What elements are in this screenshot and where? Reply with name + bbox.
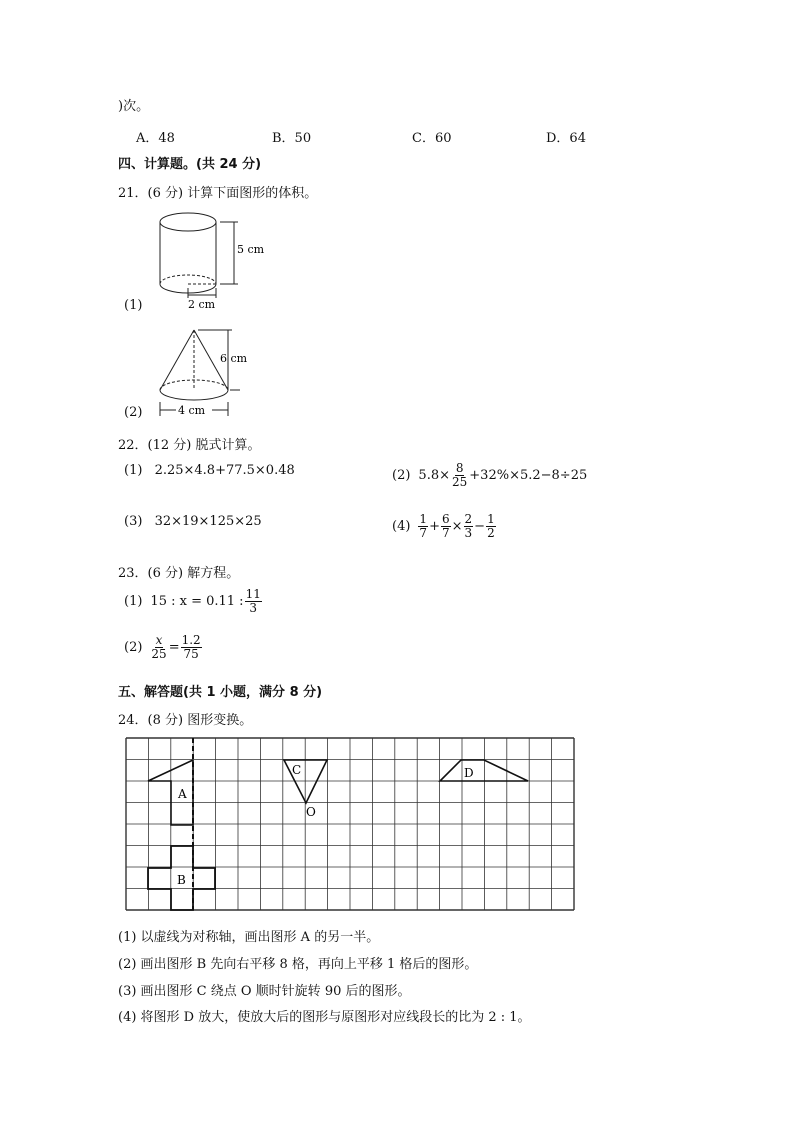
q24-stem: 24．(8 分) 图形变换。 bbox=[118, 713, 253, 728]
figure-a-label: A bbox=[178, 787, 187, 801]
q22-p2-a: 5.8× bbox=[418, 468, 450, 484]
cyl-radius-label: 2 cm bbox=[188, 298, 216, 311]
cone-diameter-label: 4 cm bbox=[178, 404, 206, 417]
q22-p4-num3: 2 bbox=[464, 512, 473, 526]
q22-p2-num: 8 bbox=[455, 461, 464, 475]
q24-task-4: (4) 将图形 D 放大，使放大后的图形与原图形对应线段长的比为 2 : 1。 bbox=[118, 1010, 531, 1025]
q22-p4-den2: 7 bbox=[441, 526, 450, 541]
option-c: C．60 bbox=[412, 131, 452, 146]
q22-p4-den4: 2 bbox=[487, 526, 495, 541]
q22-p1-label: (1) bbox=[124, 463, 143, 478]
q22-p4-label: (4) bbox=[392, 519, 411, 535]
cyl-height-label: 5 cm bbox=[237, 243, 265, 256]
q23-p2-eq: = bbox=[168, 640, 180, 656]
q22-p1-expr: 2.25×4.8+77.5×0.48 bbox=[154, 463, 295, 478]
q22-p2-label: (2) bbox=[392, 468, 411, 484]
q21-stem: 21．(6 分) 计算下面图形的体积。 bbox=[118, 186, 318, 201]
q23-p1-expr: 15 : x = 0.11 : bbox=[150, 594, 244, 610]
q24-task-2: (2) 画出图形 B 先向右平移 8 格，再向上平移 1 格后的图形。 bbox=[118, 957, 478, 972]
cone-height-label: 6 cm bbox=[220, 352, 248, 365]
q23-p2-rden: 75 bbox=[183, 647, 199, 662]
q23-p2-rnum: 1.2 bbox=[181, 633, 201, 647]
figure-d-label: D bbox=[464, 766, 474, 780]
q22-p2-b: +32%×5.2−8÷25 bbox=[469, 468, 588, 484]
option-b: B．50 bbox=[272, 131, 312, 146]
q22-p4-frac1 bbox=[418, 513, 428, 540]
q22-p4-num1: 1 bbox=[419, 512, 428, 526]
q22-p4-den1: 7 bbox=[419, 526, 428, 541]
prev-question-tail: )次。 bbox=[118, 99, 150, 114]
q22-p4-den3: 3 bbox=[464, 526, 473, 541]
q24-task-3: (3) 画出图形 C 绕点 O 顺时针旋转 90 后的图形。 bbox=[118, 984, 411, 999]
figure-b-label: B bbox=[177, 873, 186, 887]
section5-title: 五、解答题(共 1 小题，满分 8 分) bbox=[118, 685, 323, 700]
option-a: A．48 bbox=[136, 131, 175, 146]
q23-stem: 23．(6 分) 解方程。 bbox=[118, 566, 240, 581]
transformation-grid bbox=[124, 736, 578, 914]
q22-p4-frac3 bbox=[464, 513, 474, 540]
q22-p3-label: (3) bbox=[124, 514, 143, 529]
q23-part1 bbox=[124, 588, 263, 615]
q23-p2-rfrac bbox=[181, 634, 202, 661]
q24-task-1: (1) 以虚线为对称轴，画出图形 A 的另一半。 bbox=[118, 930, 380, 945]
q22-p4-frac2 bbox=[441, 513, 451, 540]
q21-item2-label: (2) bbox=[124, 405, 143, 420]
q21-item1-label: (1) bbox=[124, 298, 143, 313]
q22-p2-den: 25 bbox=[452, 475, 468, 490]
q22-part2 bbox=[392, 462, 587, 489]
option-d: D．64 bbox=[546, 131, 586, 146]
q22-p4-op1: + bbox=[429, 519, 440, 535]
q23-p2-lfrac bbox=[150, 634, 167, 661]
q22-p4-op2: × bbox=[451, 519, 463, 535]
q22-p4-frac4 bbox=[486, 513, 496, 540]
q23-p1-den: 3 bbox=[249, 601, 258, 616]
q22-p3-expr: 32×19×125×25 bbox=[154, 514, 262, 529]
section4-title: 四、计算题。(共 24 分) bbox=[118, 157, 262, 172]
q23-p1-num: 11 bbox=[245, 587, 261, 601]
figure-c-label: C bbox=[292, 763, 302, 777]
cylinder-figure bbox=[150, 208, 265, 312]
q23-p2-lden: 25 bbox=[151, 647, 167, 662]
q22-stem: 22．(12 分) 脱式计算。 bbox=[118, 438, 261, 453]
q22-p2-frac bbox=[451, 462, 468, 489]
q23-p2-label: (2) bbox=[124, 640, 143, 656]
q23-p1-frac bbox=[245, 588, 262, 615]
q23-part2 bbox=[124, 634, 203, 661]
q22-p4-num4: 1 bbox=[487, 512, 495, 526]
point-o-label: O bbox=[306, 805, 316, 819]
q22-p4-op3: − bbox=[474, 519, 486, 535]
q22-part3 bbox=[124, 514, 262, 529]
q23-p2-lnum: x bbox=[155, 633, 163, 647]
q23-p1-label: (1) bbox=[124, 594, 143, 610]
q22-part1 bbox=[124, 463, 295, 478]
q22-part4 bbox=[392, 513, 497, 540]
cone-figure bbox=[150, 324, 260, 424]
q22-p4-num2: 6 bbox=[441, 512, 450, 526]
